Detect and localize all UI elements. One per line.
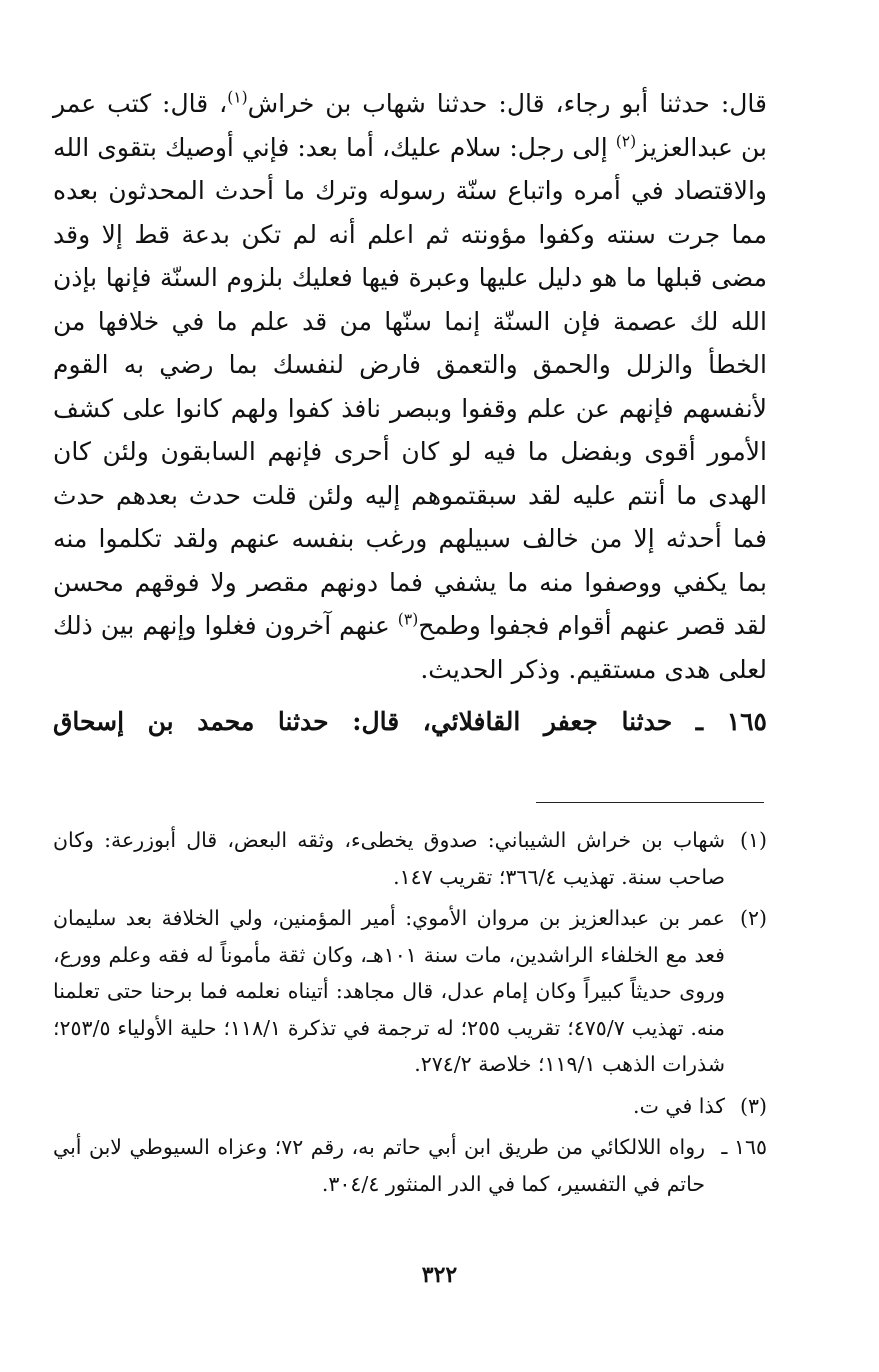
main-text: [53, 82, 767, 691]
footnote-text: كذا في ت.: [633, 1093, 725, 1118]
footnote-text: عمر بن عبدالعزيز بن مروان الأموي: أمير المؤمنين، ولي الخلافة بعد سليمان فعد مع الخلفاء الراشدين، مات سنة ١٠١هـ، وكان ثقة مأموناً له فقه وعلم وورع، وروى حديثاً كبيراً وكان إمام عدل، قال مجاهد: أتيناه نعلمه فما برحنا حتى تعلمنا منه. تهذيب ٤٧٥/٧؛ تقريب ٢٥٥؛ له ترجمة في تذكرة ١١٨/١؛ حلية الأولياء ٢٥٣/٥؛ شذرات الذهب ١١٩/١؛ خلاصة ٢٧٤/٢.: [53, 906, 726, 1076]
footnotes: [53, 822, 767, 1207]
footnote-separator: [536, 802, 764, 803]
footnote-3: [53, 1088, 767, 1125]
footnote-text: شهاب بن خراش الشيباني: صدوق يخطىء، وثقه البعض، قال أبوزرعة: وكان صاحب سنة. تهذيب ٣٦٦/٤؛ تقريب ١٤٧.: [53, 828, 725, 889]
footnote-marker: (١): [227, 88, 248, 107]
footnote-marker: (٣): [397, 610, 419, 629]
footnote-number: (٣): [739, 1093, 767, 1118]
main-paragraph: قال: حدثنا أبو رجاء، قال: حدثنا شهاب بن خراش$^{(١)}$، قال: كتب عمر بن عبدالعزيز$^{(٢)}$ إلى رجل: سلام عليك، أما بعد: فإني أوصيك بتقوى الله والاقتصاد في أمره واتباع سنّة رسوله وترك ما أحدث المحدثون بعده مما جرت سنته وكفوا مؤونته ثم اعلم أنه لم تكن بدعة قط إلا وقد مضى قبلها ما هو دليل عليها وعبرة فيها فعليك بلزوم السنّة فإنها بإذن الله لك عصمة فإن السنّة إنما سنّها من قد علم ما في خلافها من الخطأ والزلل والحمق والتعمق فارض لنفسك بما رضي به القوم لأنفسهم فإنهم عن علم وقفوا وببصر نافذ كفوا ولهم كانوا على كشف الأمور أقوى وبفضل ما فيه لو كان أحرى فإنهم السابقون ولئن كان الهدى ما أنتم عليه لقد سبقتموهم إليه ولئن قلت حدث بعدهم حدث فما أحدثه إلا من خالف سبيلهم ورغب بنفسه عنهم ولقد تكلموا منه بما يكفي ووصفوا منه ما يشفي فما دونهم مقصر ولا فوقهم محسن لقد قصر عنهم أقوام فجفوا وطمح$^{(٣)}$ عنهم آخرون فغلوا وإنهم بين ذلك لعلى هدى مستقيم. وذكر الحديث.: [53, 88, 767, 684]
footnote-number: (١): [739, 828, 767, 852]
page-number: ٣٢٢: [421, 1262, 458, 1288]
reference-text: رواه اللالكائي من طريق ابن أبي حاتم به، رقم ٧٢؛ وعزاه السيوطي لابن أبي حاتم في التفسير، كما في الدر المنثور ٣٠٤/٤.: [53, 1135, 706, 1196]
footnote-marker: (٢): [615, 132, 637, 151]
footnote-1: [53, 822, 767, 895]
reference-165: [53, 1129, 767, 1202]
reference-number: ١٦٥ ـ: [721, 1135, 767, 1159]
footnote-number: (٢): [739, 906, 767, 930]
hadith-165-heading: ١٦٥ ـ حدثنا جعفر القافلائي، قال: حدثنا محمد بن إسحاق: [53, 707, 767, 736]
footnote-2: [53, 900, 767, 1083]
